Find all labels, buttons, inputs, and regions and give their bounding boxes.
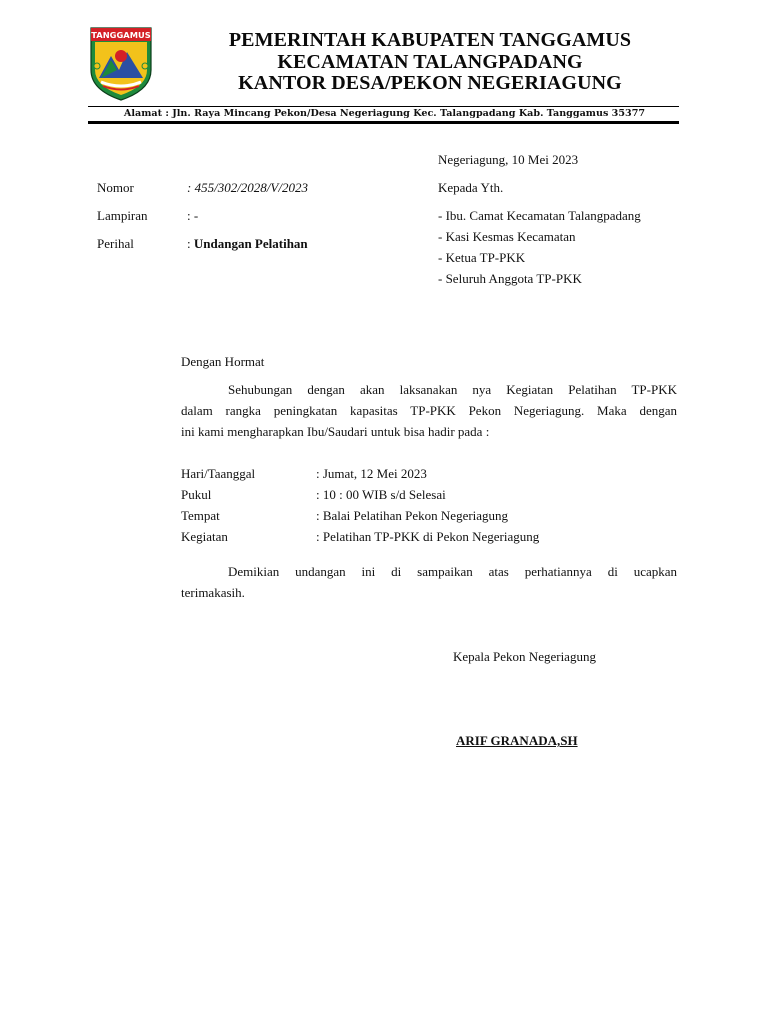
header-divider-thick [88,121,679,124]
recipient-item: - Ketua TP-PKK [438,250,526,265]
meta-label-lampiran: Lampiran [97,208,148,223]
header-line-1: PEMERINTAH KABUPATEN TANGGAMUS [228,29,632,51]
detail-label-kegiatan: Kegiatan [181,529,228,544]
signature-title: Kepala Pekon Negeriagung [453,649,596,664]
logo-text: TANGGAMUS [91,30,151,40]
closing-line: Demikian undangan ini di sampaikan atas perhatiannya di ucapkan [228,564,677,579]
detail-label-pukul: Pukul [181,487,212,502]
meta-label-perihal: Perihal [97,236,134,251]
tanggamus-logo-icon [89,26,153,102]
meta-value-lampiran: : - [187,208,199,223]
meta-perihal-text: Undangan Pelatihan [193,236,308,251]
closing-line: terimakasih. [181,585,245,600]
header-address: Alamat : Jln. Raya Mincang Pekon/Desa Negeriagung Kec. Talangpadang Kab. Tanggamus 35377 [123,108,646,119]
detail-label-tempat: Tempat [181,508,220,523]
date-line: Negeriagung, 10 Mei 2023 [438,152,579,167]
signature-name: ARIF GRANADA,SH [456,733,578,748]
recipient-heading: Kepada Yth. [438,180,504,195]
detail-value-pukul: : 10 : 00 WIB s/d Selesai [316,487,446,502]
header-line-2: KECAMATAN TALANGPADANG [277,51,583,73]
recipient-item: - Seluruh Anggota TP-PKK [438,271,582,286]
detail-value-kegiatan: : Pelatihan TP-PKK di Pekon Negeriagung [316,529,540,544]
body-paragraph-line: Sehubungan dengan akan laksanakan nya Kegiatan Pelatihan TP-PKK [228,382,677,397]
detail-value-hari: : Jumat, 12 Mei 2023 [316,466,427,481]
detail-label-hari: Hari/Taanggal [181,466,256,481]
meta-perihal-prefix: : [187,236,194,251]
meta-value-nomor: : 455/302/2028/V/2023 [187,180,308,195]
salutation: Dengan Hormat [181,354,265,369]
meta-label-nomor: Nomor [97,180,134,195]
recipient-item: - Ibu. Camat Kecamatan Talangpadang [438,208,641,223]
detail-value-tempat: : Balai Pelatihan Pekon Negeriagung [316,508,509,523]
header-line-3: KANTOR DESA/PEKON NEGERIAGUNG [238,72,622,94]
meta-value-perihal [187,236,308,252]
recipient-item: - Kasi Kesmas Kecamatan [438,229,576,244]
body-paragraph-line: dalam rangka peningkatan kapasitas TP-PKK Pekon Negeriagung. Maka dengan [181,403,677,418]
body-paragraph-line: ini kami mengharapkan Ibu/Saudari untuk bisa hadir pada : [181,424,490,439]
header-divider-thin [88,106,679,107]
